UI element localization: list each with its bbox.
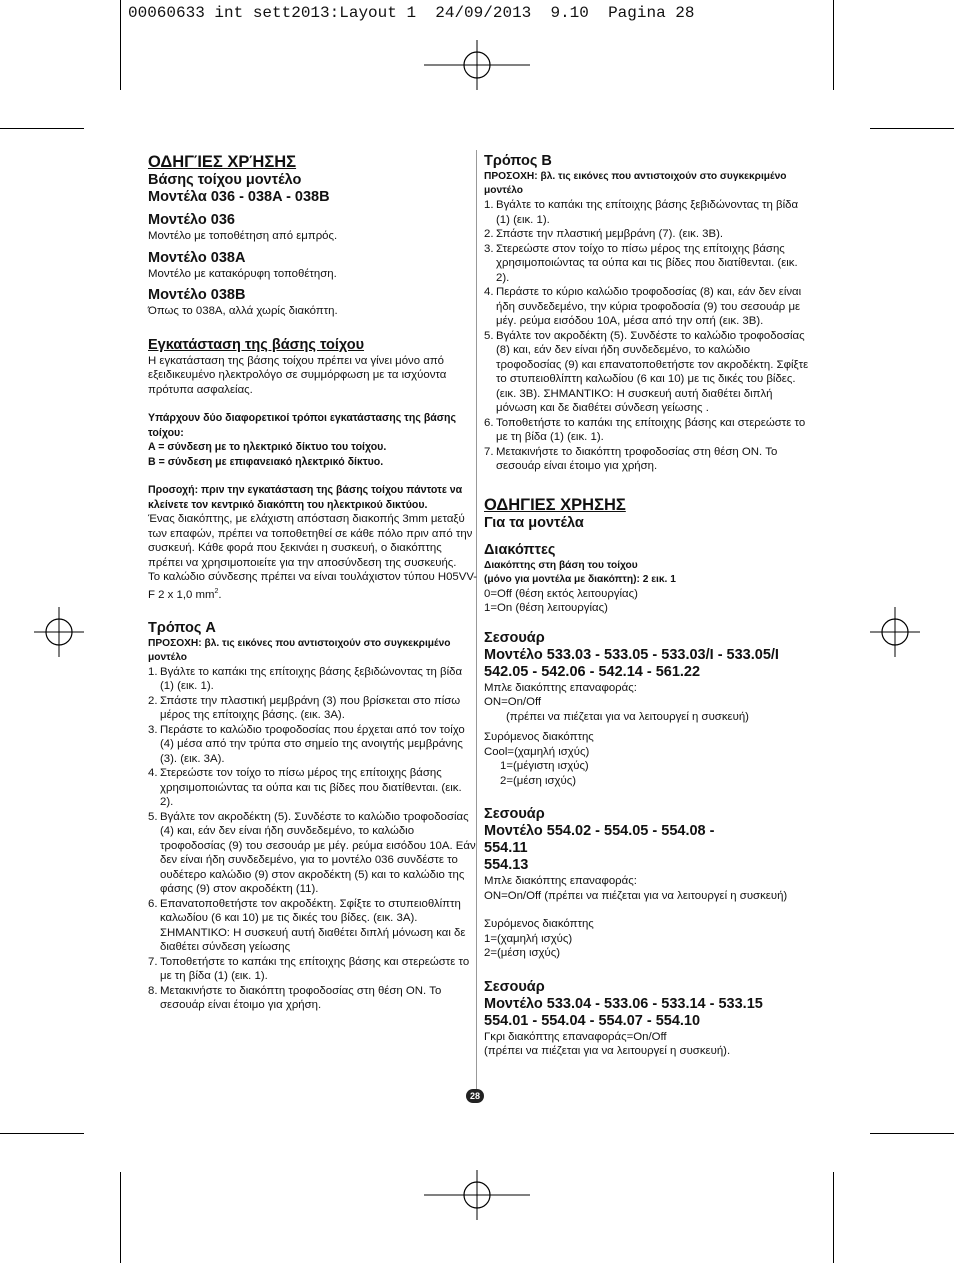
list-item bbox=[148, 723, 478, 767]
model-038b-title: Μοντέλο 038B bbox=[148, 287, 246, 303]
slide-switch-text-2: Συρόμενος διακόπτης bbox=[484, 918, 594, 930]
registration-mark-right bbox=[870, 607, 920, 657]
step-number: 4. bbox=[484, 286, 494, 298]
list-item bbox=[484, 198, 814, 227]
install-title: Εγκατάσταση της βάσης τοίχου bbox=[148, 336, 365, 353]
wall-base-subtitle: Βάσης τοίχου μοντέλο bbox=[148, 172, 302, 188]
cable-text-main: Το καλώδιο σύνδεσης πρέπει να είναι τουλάχιστον τύπου H05VV-F 2 x 1,0 mm bbox=[148, 571, 478, 601]
mid-power-text: 2=(μέση ισχύς) bbox=[500, 774, 577, 787]
mode-b-note: ΠΡΟΣΟΧΗ: βλ. τις εικόνες που αντιστοιχούν στο συγκεκριμένο μοντέλο bbox=[484, 171, 787, 196]
step-text: Περάστε το καλώδιο τροφοδοσίας που έρχεται από τον τοίχο (4) μέσα από την τρύπα στο σημείο της ανοιγτής μεμβράνης (3). (εικ. 3A). bbox=[160, 723, 465, 765]
low-power-text: 1=(χαμηλή ισχύς) bbox=[484, 932, 573, 945]
mode-b-steps bbox=[484, 198, 814, 474]
crop-mark-bottom-left-v bbox=[120, 1172, 121, 1263]
switch-base-line1: Διακόπτης στη βάση του τοίχου bbox=[484, 559, 638, 571]
for-models-subtitle: Για τα μοντέλα bbox=[484, 514, 584, 531]
way-b-text: B = σύνδεση με επιφανειακό ηλεκτρικό δίκτυο. bbox=[148, 455, 384, 468]
step-text: Βγάλτε το καπάκι της επίτοιχης βάσης ξεβιδώνοντας τη βίδα (1) (εικ. 1). bbox=[160, 665, 463, 693]
way-a-text: A = σύνδεση με το ηλεκτρικό δίκτυο του τοίχου. bbox=[148, 441, 387, 453]
step-number: 7. bbox=[484, 445, 494, 458]
step-number: 1. bbox=[148, 665, 158, 678]
left-column bbox=[148, 153, 478, 1013]
model-038a-title: Μοντέλο 038A bbox=[148, 249, 246, 266]
max-power-text: 1=(μέγιστη ισχύς) bbox=[500, 760, 589, 772]
dryer2-title: Σεσουάρ bbox=[484, 806, 545, 822]
switch-base-line2: (μόνο για μοντέλα με διακόπτη): 2 εικ. 1 bbox=[484, 573, 676, 585]
step-number: 8. bbox=[148, 984, 158, 997]
dryer2-models-line2: 554.11 bbox=[484, 840, 528, 856]
step-text: Τοποθετήστε το καπάκι της επίτοιχης βάσης και στερεώστε το με τη βίδα (1) (εικ. 1). bbox=[160, 955, 470, 983]
step-number: 3. bbox=[484, 242, 494, 255]
list-item bbox=[484, 329, 814, 416]
dryer2-models-line3: 554.13 bbox=[484, 857, 529, 873]
cool-text: Cool=(χαμηλή ισχύς) bbox=[484, 745, 590, 758]
step-text: Βγάλτε τον ακροδέκτη (5). Συνδέστε το καλώδιο τροφοδοσίας (4) και, εάν δεν είναι ήδη συνδεδεμένο, το καλώδιο τροφοδοσίας (9) του σεσουάρ με μέγ. ρεύμα εισόδου 10A. Εάν δεν είναι ήδη συνδεδεμένο, για το μοντέλο 036 συνδέστε το ουδέτερο καλώδιο (9) στον ακροδέκτη (5) και το καλώδιο της φάσης (9) στον ακροδέκτη (11). bbox=[160, 810, 476, 896]
cable-text bbox=[148, 570, 478, 602]
dryer2-models-line1: Μοντέλο 554.02 - 554.05 - 554.08 - bbox=[484, 823, 715, 839]
step-number: 6. bbox=[484, 416, 494, 429]
crop-mark-top-right-h bbox=[870, 128, 954, 129]
step-number: 4. bbox=[148, 767, 158, 780]
list-item bbox=[148, 665, 478, 694]
dryer3-models-line1: Μοντέλο 533.04 - 533.06 - 533.14 - 533.15 bbox=[484, 995, 763, 1012]
registration-mark-bottom bbox=[424, 1170, 530, 1220]
list-item bbox=[484, 445, 814, 474]
wall-base-models: Μοντέλα 036 - 038A - 038B bbox=[148, 189, 330, 205]
crop-mark-bottom-left-h bbox=[0, 1133, 84, 1134]
slide-switch-text: Συρόμενος διακόπτης bbox=[484, 731, 594, 743]
step-text: Μετακινήστε το διακόπτη τροφοδοσίας στη θέση ON. Το σεσουάρ είναι έτοιμο για χρήση. bbox=[496, 445, 778, 472]
on-off-text: ON=On/Off bbox=[484, 696, 542, 708]
crop-mark-top-left-v bbox=[120, 0, 121, 90]
step-number: 3. bbox=[148, 723, 158, 736]
crop-mark-top-right-v bbox=[833, 0, 834, 90]
dryer3-models-line2: 554.01 - 554.04 - 554.07 - 554.10 bbox=[484, 1012, 701, 1029]
switch-off-text: 0=Off (θέση εκτός λειτουργίας) bbox=[484, 587, 638, 600]
crop-mark-top-left-h bbox=[0, 128, 84, 129]
list-item bbox=[484, 227, 814, 242]
list-item bbox=[148, 955, 478, 984]
two-ways-text: Υπάρχουν δύο διαφορετικοί τρόποι εγκατάστασης της βάσης τοίχου: bbox=[148, 412, 457, 439]
list-item bbox=[484, 285, 814, 329]
step-number: 6. bbox=[148, 897, 158, 910]
mode-a-title: Τρόπος A bbox=[148, 619, 216, 636]
list-item bbox=[484, 242, 814, 286]
dryer1-models-line1: Μοντέλο 533.03 - 533.05 - 533.03/I - 533.05/I bbox=[484, 646, 779, 663]
list-item bbox=[148, 766, 478, 810]
usage-instructions-heading-2: ΟΔΗΓΙΕΣ ΧΡΗΣΗΣ bbox=[484, 495, 626, 514]
list-item bbox=[148, 810, 478, 897]
cable-text-sup: 2 bbox=[214, 587, 219, 595]
model-038b-text: Όπως το 038A, αλλά χωρίς διακόπτη. bbox=[148, 305, 338, 317]
must-press-text-2: (πρέπει να πιέζεται για να λειτουργεί η συσκευή). bbox=[484, 1045, 731, 1057]
print-slug: 00060633 int sett2013:Layout 1 24/09/2013 9.10 Pagina 28 bbox=[128, 4, 695, 22]
step-text: Σπάστε την πλαστική μεμβράνη (7). (εικ. 3B). bbox=[496, 228, 724, 240]
dryer1-models-line2: 542.05 - 542.06 - 542.14 - 561.22 bbox=[484, 663, 701, 680]
crop-mark-bottom-right-v bbox=[833, 1172, 834, 1263]
blue-switch-text: Μπλε διακόπτης επαναφοράς: bbox=[484, 681, 637, 694]
step-text: Τοποθετήστε το καπάκι της επίτοιχης βάσης και στερεώστε το με τη βίδα (1) (εικ. 1). bbox=[496, 416, 806, 443]
list-item bbox=[148, 694, 478, 723]
step-number: 2. bbox=[148, 694, 158, 707]
mode-a-note: ΠΡΟΣΟΧΗ: βλ. τις εικόνες που αντιστοιχούν στο συγκεκριμένο μοντέλο bbox=[148, 637, 451, 663]
on-off-full-text: ON=On/Off (πρέπει να πιέζεται για να λειτουργεί η συσκευή) bbox=[484, 889, 788, 902]
model-036-text: Μοντέλο με τοποθέτηση από εμπρός. bbox=[148, 230, 338, 242]
crop-mark-bottom-right-h bbox=[870, 1133, 954, 1134]
mid-power-text-2: 2=(μέση ισχύς) bbox=[484, 947, 561, 959]
step-text: Σπάστε την πλαστική μεμβράνη (3) που βρίσκεται στο πίσω μέρος της επίτοιχης βάσης. (εικ. 3A). bbox=[160, 694, 461, 722]
registration-mark-top bbox=[424, 40, 530, 90]
grey-switch-text: Γκρι διακόπτης επαναφοράς=On/Off bbox=[484, 1030, 667, 1043]
caution-bold-text: Προσοχή: πριν την εγκατάσταση της βάσης τοίχου πάντοτε να κλείνετε τον κεντρικό διακόπτη του ηλεκτρικού δικτύου. bbox=[148, 484, 463, 511]
install-text: Η εγκατάσταση της βάσης τοίχου πρέπει να γίνει μόνο από εξειδικευμένο ηλεκτρολόγο σε συμμόρφωση με τα ισχύοντα πρότυπα ασφαλείας. bbox=[148, 354, 447, 396]
mode-b-title: Τρόπος B bbox=[484, 153, 552, 169]
mode-a-steps bbox=[148, 665, 478, 1013]
step-text: Βγάλτε τον ακροδέκτη (5). Συνδέστε το καλώδιο τροφοδοσίας (8) και, εάν δεν είναι ήδη συνδεδεμένο, το καλώδιο τροφοδοσίας (9) και επανατοποθετήστε τον ακροδέκτη. Σφίξτε το στυπειοθλίπτη καλωδίου (6 και 10) με τις δικές του βίδες. (εικ. 3B). ΣΗΜΑΝΤΙΚΟ: Η συσκευή αυτή διαθέτει διπλή μόνωση και δε διαθέτει σύνδεση γείωσης . bbox=[496, 329, 809, 414]
step-text: Στερεώστε στον τοίχο το πίσω μέρος της επίτοιχης βάσης χρησιμοποιώντας τα ούπα και τις βίδες που διατίθενται. (εικ. 2). bbox=[496, 242, 798, 284]
list-item bbox=[484, 416, 814, 445]
step-text: Μετακινήστε το διακόπτη τροφοδοσίας στη θέση ON. Το σεσουάρ είναι έτοιμο για χρήση. bbox=[160, 984, 442, 1012]
page-number-badge: 28 bbox=[466, 1089, 484, 1103]
step-text: Περάστε το κύριο καλώδιο τροφοδοσίας (8) και, εάν δεν είναι ήδη συνδεδεμένο, την κύρια τροφοδοσία (9) του σεσουάρ με μέγ. ρεύμα εισόδου 10A, μέσα από την οπή (εικ. 3B). bbox=[496, 286, 802, 327]
must-press-text: (πρέπει να πιέζεται για να λειτουργεί η συσκευή) bbox=[506, 710, 749, 723]
blue-switch-text-2: Μπλε διακόπτης επαναφοράς: bbox=[484, 875, 637, 887]
switch-on-text: 1=On (θέση λειτουργίας) bbox=[484, 602, 608, 614]
step-number: 2. bbox=[484, 228, 494, 240]
dryer3-title: Σεσουάρ bbox=[484, 978, 545, 995]
step-number: 7. bbox=[148, 955, 158, 968]
step-number: 1. bbox=[484, 199, 494, 211]
switches-title: Διακόπτες bbox=[484, 541, 556, 558]
model-038a-text: Μοντέλο με κατακόρυφη τοποθέτηση. bbox=[148, 267, 337, 280]
usage-instructions-heading: ΟΔΗΓΊΕΣ ΧΡΉΣΗΣ bbox=[148, 153, 297, 171]
dryer1-title: Σεσουάρ bbox=[484, 629, 545, 646]
step-number: 5. bbox=[148, 810, 158, 823]
list-item bbox=[148, 984, 478, 1013]
registration-mark-left bbox=[34, 607, 84, 657]
step-text: Βγάλτε το καπάκι της επίτοιχης βάσης ξεβιδώνοντας τη βίδα (1) (εικ. 1). bbox=[496, 199, 799, 226]
right-column bbox=[484, 153, 814, 1059]
step-text: Στερεώστε τον τοίχο το πίσω μέρος της επίτοιχης βάσης χρησιμοποιώντας τα ούπα και τις βίδες που διατίθενται. (εικ. 2). bbox=[160, 767, 462, 809]
cable-text-end: . bbox=[218, 588, 222, 601]
caution-text: Ένας διακόπτης, με ελάχιστη απόσταση διακοπής 3mm μεταξύ των επαφών, πρέπει να τοποθετηθεί σε κάθε πόλο πριν από την συσκευή. Κάθε φορά που ξεκινάει η συσκευή, ο διακόπτης πρέπει να χρησιμοποιείτε για την αποσύνδεση της συσκευής. bbox=[148, 513, 473, 569]
step-number: 5. bbox=[484, 329, 494, 342]
model-036-title: Μοντέλο 036 bbox=[148, 212, 235, 228]
step-text: Επανατοποθετήστε τον ακροδέκτη. Σφίξτε το στυπειοθλίπτη καλωδίου (6 και 10) με τις δικές του βίδες. (εικ. 3A). ΣΗΜΑΝΤΙΚΟ: Η συσκευή αυτή διαθέτει διπλή μόνωση και δε διαθέτει σύνδεση γείωσης bbox=[160, 897, 466, 954]
list-item bbox=[148, 897, 478, 955]
